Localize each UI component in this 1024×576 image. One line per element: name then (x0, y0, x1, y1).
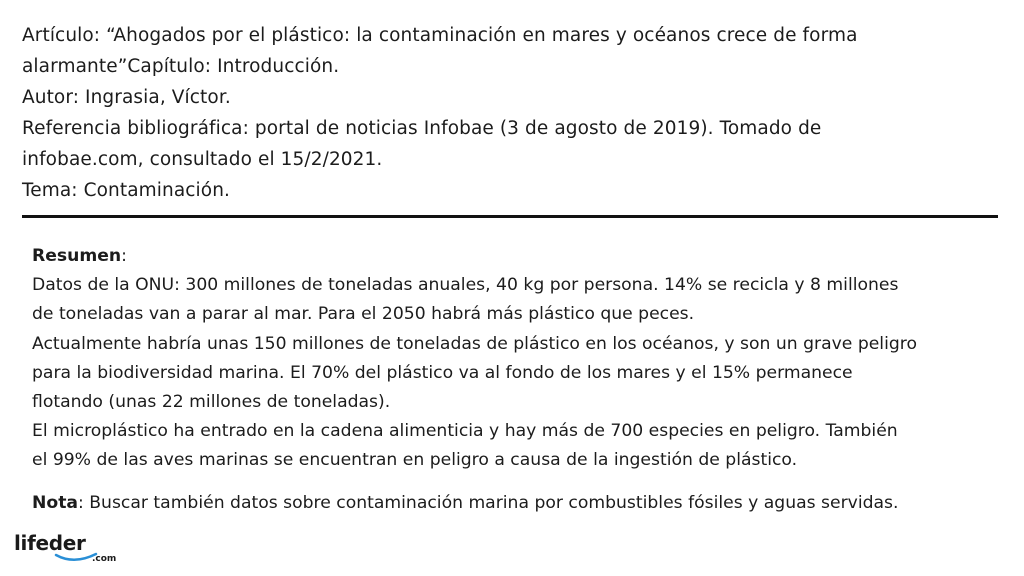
summary-line: Datos de la ONU: 300 millones de toneladas anuales, 40 kg por persona. 14% se recicla y 8 millones (32, 275, 899, 296)
summary-heading (32, 242, 1012, 271)
header-line: infobae.com, consultado el 15/2/2021. (22, 149, 383, 170)
summary-label: Resumen (32, 246, 122, 266)
summary-line: El microplástico ha entrado en la cadena alimenticia y hay más de 700 especies en peligro. También (32, 421, 898, 442)
summary-line: el 99% de las aves marinas se encuentran en peligro a causa de la ingestión de plástico. (32, 450, 798, 471)
summary-section (32, 242, 1012, 476)
logo-domain: .com (92, 554, 117, 564)
summary-line: Actualmente habría unas 150 millones de toneladas de plástico en los océanos, y son un grave peligro (32, 333, 917, 354)
summary-line: para la biodiversidad marina. El 70% del plástico va al fondo de los mares y el 15% permanece (32, 362, 853, 383)
header-line: alarmante”Capítulo: Introducción. (22, 56, 340, 77)
note-text: : Buscar también datos sobre contaminación marina por combustibles fósiles y aguas servidas. (78, 493, 899, 513)
divider (22, 215, 998, 218)
summary-line: flotando (unas 22 millones de toneladas). (32, 392, 391, 413)
note-section (32, 489, 1012, 518)
note-label: Nota (32, 493, 79, 513)
header-line: Referencia bibliográfica: portal de noticias Infobae (3 de agosto de 2019). Tomado de (22, 118, 822, 139)
article-header (22, 20, 982, 206)
header-line: Tema: Contaminación. (22, 180, 231, 201)
header-line: Autor: Ingrasia, Víctor. (22, 87, 231, 108)
summary-line: de toneladas van a parar al mar. Para el 2050 habrá más plástico que peces. (32, 304, 695, 325)
lifeder-logo (14, 532, 124, 572)
logo-brand: lifeder (14, 531, 86, 555)
header-line: Artículo: “Ahogados por el plástico: la contaminación en mares y océanos crece de forma (22, 25, 858, 46)
summary-label-suffix: : (121, 246, 127, 266)
